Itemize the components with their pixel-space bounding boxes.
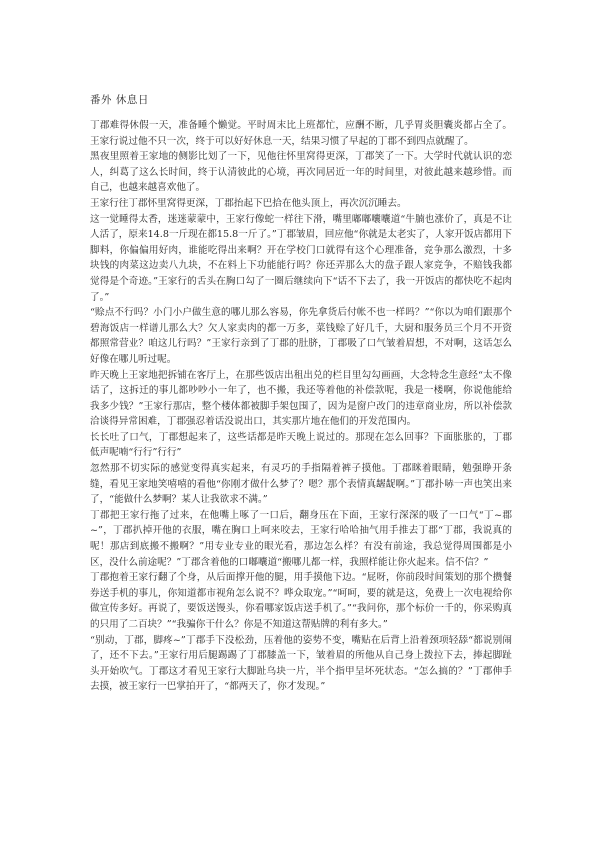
paragraph: 忽然那不切实际的感觉变得真实起来，有灵巧的手指隔着裤子摸他。丁郡眯着眼睛，勉强睁开条缝，看见王家地笑嘻嘻的看他“你刚才做什么梦了？嗯？那个表情真龌龊啊。”丁郡扑哧一声也笑出来了，“能做什么梦啊？某人让我欲求不满。” — [90, 463, 512, 506]
chapter-title: 番外 休息日 — [90, 94, 149, 106]
paragraph: 黑夜里照着王家地的侧影比划了一下，见他往怀里窝得更深，丁郡笑了一下。大学时代就认识的恋人，纠葛了这么长时间，终于认清彼此的心境，再次同居近一年的时间里，对彼此越来越珍惜。而自己，也越来越喜欢他了。 — [90, 151, 512, 194]
chapter-body — [90, 118, 512, 695]
paragraph: 长长吐了口气，丁郡想起来了，这些话都是昨天晚上说过的。那现在怎么回事？下面胀胀的，丁郡低声呢喃“行行”行行” — [90, 431, 512, 459]
paragraph: 丁郡难得休假一天，准备睡个懒觉。平时周末比上班都忙，应酬不断，几乎胃炎胆囊炎都占全了。王家行说过他不只一次，终于可以好好休息一天，结果习惯了早起的丁郡不到四点就醒了。 — [90, 120, 512, 147]
paragraph: 王家行往丁郡怀里窝得更深，丁郡抬起下巴拾在他头顶上，再次沉沉睡去。 — [90, 197, 407, 209]
paragraph: 这一觉睡得太香，迷迷蒙蒙中，王家行像蛇一样往下滑，嘴里嘟嘟囔囔道“牛腩也涨价了，真是不让人活了，原来14.8一斤现在都15.8一斤了。”丁郡皱眉，回应他“你就是太老实了，人家开饭店都用下脚料，你偏偏用好肉，谁能吃得出来啊？开在学校门口就得有这个心理准备，竞争那么激烈，十多块钱的肉菜这边卖八九块，不在料上下功能能行吗？你还弄那么大的盘子跟人家竞争，不赔钱我都觉得是个奇迹。”王家行的舌头在胸口勾了一圈后继续向下“话不下去了，我一开饭店的都快吃不起肉了。” — [90, 213, 512, 303]
paragraph: “赊点不行吗？小门小户做生意的哪儿那么容易，你先拿货后付帐不也一样吗？”“你以为咱们跟那个碧海饭店一样谱儿那么大？欠人家卖肉的都一万多，菜钱赊了好几千，大厨和服务员三个月不开资都照常营业？咱这儿行吗？”王家行亲到了丁郡的肚脐，丁郡吸了口气皱着眉想，不对啊，这话怎么好像在哪儿听过呢。 — [90, 307, 512, 365]
paragraph: 昨天晚上王家地把拆铺在客厅上，在那些饭店出租出兑的栏目里勾勾画画，大念特念生意经“太不像话了，这拆迁的事儿都吵吵小一年了，也不搬，我还等着他的补偿款呢，我是一楼啊，你说他能给我多少钱？”王家行那店，整个楼体都被脚手架包围了，因为是窗户改门的违章商业房，所以补偿款洽谈得异常困难，丁郡强忍着话没说出口，其实那片地在他们的开发范围内。 — [90, 369, 512, 428]
paragraph: 丁郡抱着王家行翻了个身，从后面撑开他的腿，用手摸他下边。“屁呀，你前段时间策划的那个攒餐券送手机的事儿，你知道都市视角怎么说不？哗众取宠。”“呵呵，要的就是这，免费上一次电视给你做宣传多好。再说了，要饭送馒头，你看哪家饭店送手机了。”“我问你，那个标价一千的，你采购真的只用了二百块？”“我骗你干什么？你是不知道这帮贴牌的利有多大。” — [90, 572, 512, 630]
paragraph: 丁郡把王家行拖了过来，在他嘴上啄了一口后，翻身压在下面，王家行深深的吸了一口气“丁~郡~”，丁郡扒掉开他的衣服，嘴在胸口上呵来咬去，王家行哈哈抽气用手推去丁郡“丁郡，我说真的呢！那店到底搬不搬啊？”用专业专业的眼光看，那边怎么样？有没有前途，我总觉得周围都是小区，没什么前途呢？”丁郡含着他的口嘟囔道“搬哪儿都一样，我照样能让你火起来。信不信？” — [90, 509, 512, 568]
paragraph: “别动，丁郡，脚疼~”丁郡手下没松劲，压着他的姿势不变，嘴贴在后背上沿着颈项轻舔“都说别闹了，还不下去。”王家行用后腿踢踢了丁郡膝盖一下，皱着眉的所他从自己身上拨拉下去，捧起脚趾头开始吹气。丁郡这才看见王家行大脚趾乌块一片，半个指甲呈坏死状态。“怎么搞的？”丁郡伸手去摸，被王家行一巴掌拍开了，“都两天了，你才发现。” — [90, 634, 512, 693]
